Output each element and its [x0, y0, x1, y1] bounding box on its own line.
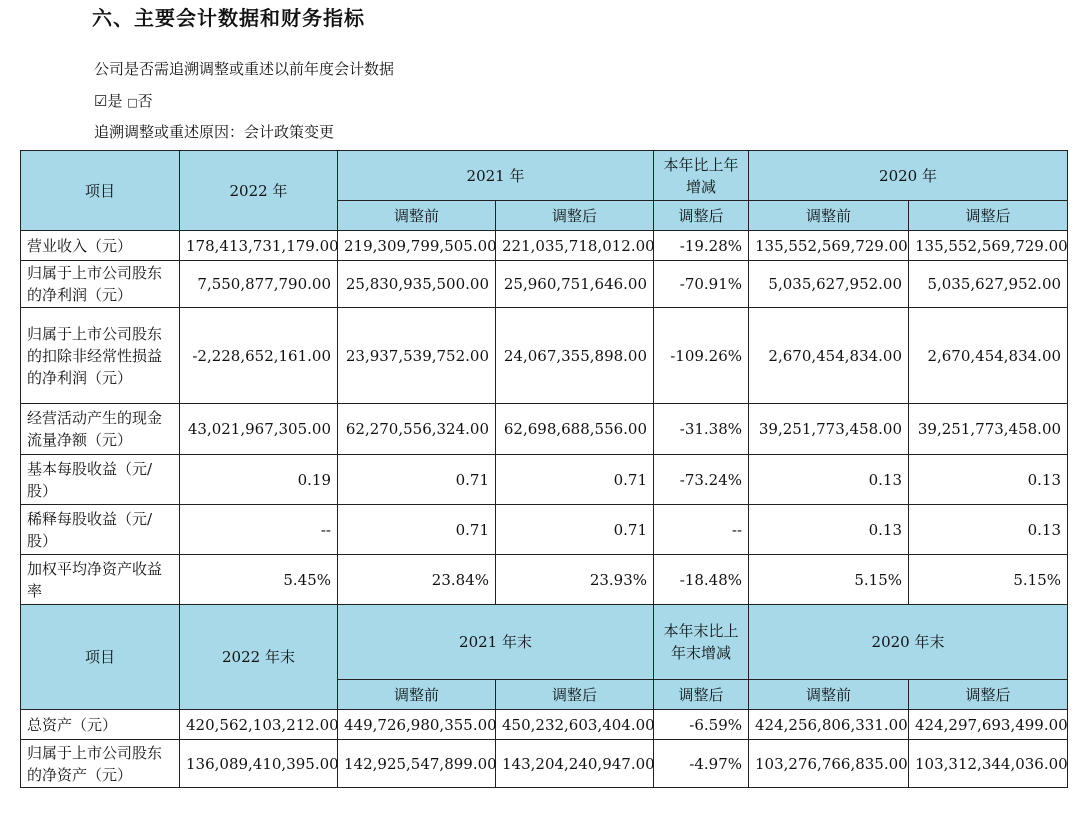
option-yes-label: 是 — [107, 92, 123, 110]
restatement-options — [94, 90, 153, 111]
empty-box-icon[interactable]: □ — [127, 96, 138, 109]
cell-value: -18.48% — [654, 555, 749, 605]
cell-value: 142,925,547,899.00 — [338, 740, 496, 788]
cell-value: -109.26% — [654, 308, 749, 404]
cell-value: 62,698,688,556.00 — [496, 404, 654, 455]
col-header-change-after-adjust: 调整后 — [654, 201, 749, 231]
cell-value: 0.19 — [180, 455, 338, 505]
cell-value: 23.93% — [496, 555, 654, 605]
row-label: 稀释每股收益（元/股） — [21, 505, 180, 555]
cell-value: 0.71 — [496, 455, 654, 505]
cell-value: -- — [654, 505, 749, 555]
col-header-after-adjust: 调整后 — [909, 680, 1068, 710]
cell-value: -70.91% — [654, 261, 749, 308]
cell-value: 424,256,806,331.00 — [749, 710, 909, 740]
col-header-after-adjust: 调整后 — [496, 201, 654, 231]
table-row — [21, 740, 1068, 788]
cell-value: 7,550,877,790.00 — [180, 261, 338, 308]
cell-value: 450,232,603,404.00 — [496, 710, 654, 740]
cell-value: 178,413,731,179.00 — [180, 231, 338, 261]
table-row — [21, 231, 1068, 261]
cell-value: 0.71 — [496, 505, 654, 555]
col-header-change: 本年末比上年末增减 — [654, 605, 749, 680]
header-row — [21, 605, 1068, 680]
col-header-current-year: 2022 年末 — [180, 605, 338, 710]
section-heading: 六、主要会计数据和财务指标 — [92, 6, 365, 30]
cell-value: 0.71 — [338, 505, 496, 555]
option-no-label: 否 — [137, 92, 153, 110]
col-header-item: 项目 — [21, 151, 180, 231]
restatement-question: 公司是否需追溯调整或重述以前年度会计数据 — [94, 60, 395, 78]
cell-value: 221,035,718,012.00 — [496, 231, 654, 261]
cell-value: 0.13 — [909, 455, 1068, 505]
financial-indicators-table — [20, 150, 1068, 788]
col-header-two-years-prior: 2020 年 — [749, 151, 1068, 201]
cell-value: 39,251,773,458.00 — [909, 404, 1068, 455]
table-row — [21, 555, 1068, 605]
cell-value: 2,670,454,834.00 — [749, 308, 909, 404]
col-header-before-adjust: 调整前 — [749, 201, 909, 231]
cell-value: -6.59% — [654, 710, 749, 740]
col-header-prior-year: 2021 年末 — [338, 605, 654, 680]
cell-value: 23,937,539,752.00 — [338, 308, 496, 404]
cell-value: 103,312,344,036.00 — [909, 740, 1068, 788]
row-label: 经营活动产生的现金流量净额（元） — [21, 404, 180, 455]
cell-value: -4.97% — [654, 740, 749, 788]
table-row — [21, 710, 1068, 740]
col-header-after-adjust: 调整后 — [909, 201, 1068, 231]
cell-value: -2,228,652,161.00 — [180, 308, 338, 404]
cell-value: -19.28% — [654, 231, 749, 261]
header-row — [21, 151, 1068, 201]
cell-value: 135,552,569,729.00 — [909, 231, 1068, 261]
cell-value: 62,270,556,324.00 — [338, 404, 496, 455]
cell-value: 5,035,627,952.00 — [909, 261, 1068, 308]
row-label: 营业收入（元） — [21, 231, 180, 261]
checked-box-icon[interactable]: ☑ — [94, 92, 108, 110]
cell-value: 135,552,569,729.00 — [749, 231, 909, 261]
cell-value: 25,830,935,500.00 — [338, 261, 496, 308]
col-header-change-after-adjust: 调整后 — [654, 680, 749, 710]
cell-value: 25,960,751,646.00 — [496, 261, 654, 308]
col-header-current-year: 2022 年 — [180, 151, 338, 231]
row-label: 加权平均净资产收益率 — [21, 555, 180, 605]
col-header-prior-year: 2021 年 — [338, 151, 654, 201]
col-header-after-adjust: 调整后 — [496, 680, 654, 710]
cell-value: 5.15% — [909, 555, 1068, 605]
cell-value: 449,726,980,355.00 — [338, 710, 496, 740]
table-row — [21, 261, 1068, 308]
cell-value: -73.24% — [654, 455, 749, 505]
cell-value: 219,309,799,505.00 — [338, 231, 496, 261]
table-row — [21, 308, 1068, 404]
cell-value: 0.13 — [749, 455, 909, 505]
cell-value: 0.13 — [909, 505, 1068, 555]
col-header-before-adjust: 调整前 — [338, 680, 496, 710]
col-header-before-adjust: 调整前 — [338, 201, 496, 231]
cell-value: 0.71 — [338, 455, 496, 505]
cell-value: 2,670,454,834.00 — [909, 308, 1068, 404]
col-header-before-adjust: 调整前 — [749, 680, 909, 710]
cell-value: 103,276,766,835.00 — [749, 740, 909, 788]
table-row — [21, 404, 1068, 455]
table-row — [21, 455, 1068, 505]
table-row — [21, 505, 1068, 555]
cell-value: -- — [180, 505, 338, 555]
row-label: 总资产（元） — [21, 710, 180, 740]
cell-value: 143,204,240,947.00 — [496, 740, 654, 788]
col-header-item: 项目 — [21, 605, 180, 710]
row-label: 基本每股收益（元/股） — [21, 455, 180, 505]
col-header-two-years-prior: 2020 年末 — [749, 605, 1068, 680]
cell-value: 23.84% — [338, 555, 496, 605]
row-label: 归属于上市公司股东的扣除非经常性损益的净利润（元） — [21, 308, 180, 404]
cell-value: 43,021,967,305.00 — [180, 404, 338, 455]
cell-value: 136,089,410,395.00 — [180, 740, 338, 788]
cell-value: 420,562,103,212.00 — [180, 710, 338, 740]
cell-value: 39,251,773,458.00 — [749, 404, 909, 455]
row-label: 归属于上市公司股东的净资产（元） — [21, 740, 180, 788]
row-label: 归属于上市公司股东的净利润（元） — [21, 261, 180, 308]
cell-value: 24,067,355,898.00 — [496, 308, 654, 404]
cell-value: 5,035,627,952.00 — [749, 261, 909, 308]
cell-value: 5.15% — [749, 555, 909, 605]
cell-value: -31.38% — [654, 404, 749, 455]
cell-value: 424,297,693,499.00 — [909, 710, 1068, 740]
col-header-change: 本年比上年增减 — [654, 151, 749, 201]
cell-value: 0.13 — [749, 505, 909, 555]
cell-value: 5.45% — [180, 555, 338, 605]
restatement-reason: 追溯调整或重述原因：会计政策变更 — [94, 123, 335, 141]
